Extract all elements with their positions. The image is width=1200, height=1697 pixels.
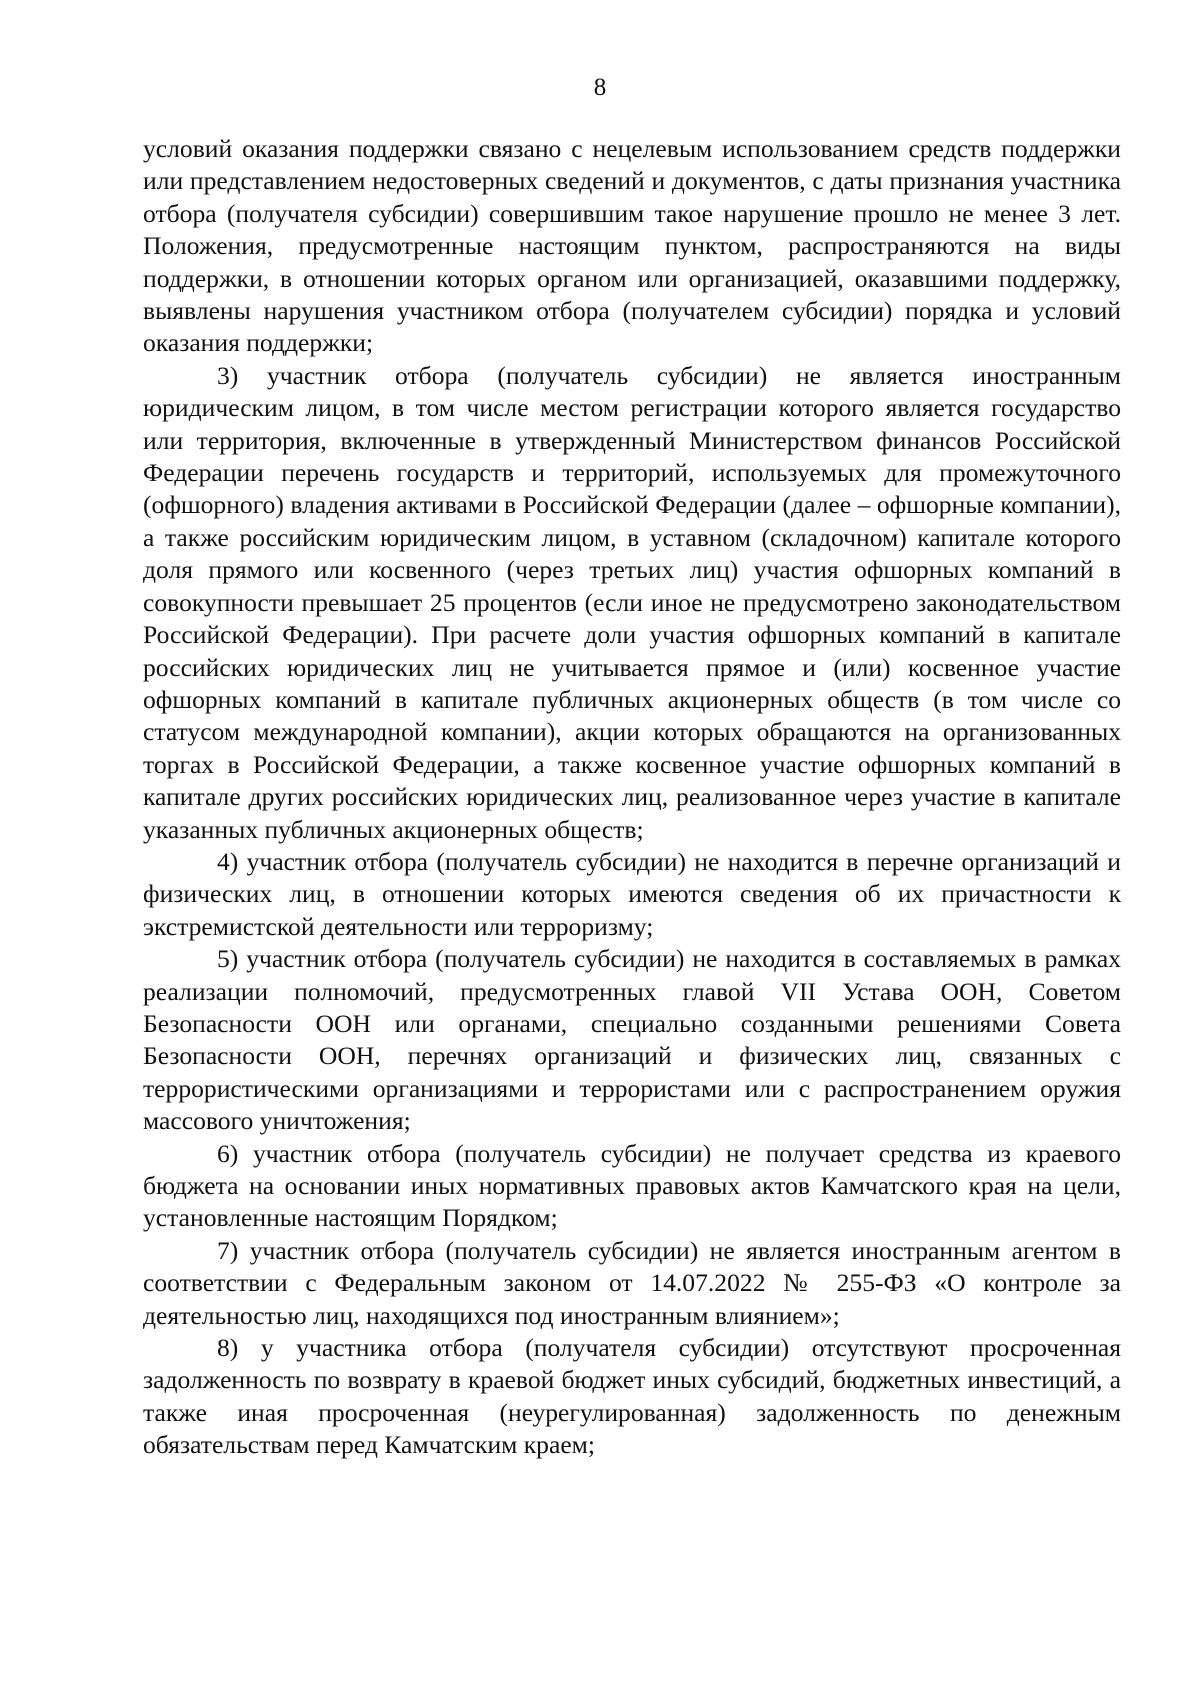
paragraph-item-5: 5) участник отбора (получатель субсидии) не находится в составляемых в рамках реализации полномочий, предусмотренных главой VII Устава ООН, Советом Безопасности ООН или органами, специально созданными решениями Совета Безопасности ООН, перечнях организаций и физических лиц, связанных с террористическими организациями и террористами или с распространением оружия массового уничтожения;: [143, 944, 1121, 1136]
paragraph-item-3: 3) участник отбора (получатель субсидии) не является иностранным юридическим лицом, в том числе местом регистрации которого является государство или территория, включенные в утвержденный Министерством финансов Российской Федерации перечень государств и территорий, используемых для промежуточного (офшорного) владения активами в Российской Федерации (далее – офшорные компании), а также российским юридическим лицом, в уставном (складочном) капитале которого доля прямого или косвенного (через третьих лиц) участия офшорных компаний в совокупности превышает 25 процентов (если иное не предусмотрено законодательством Российской Федерации). При расчете доли участия офшорных компаний в капитале российских юридических лиц не учитывается прямое и (или) косвенное участие офшорных компаний в капитале публичных акционерных обществ (в том числе со статусом международной компании), акции которых обращаются на организованных торгах в Российской Федерации, а также косвенное участие офшорных компаний в капитале других российских юридических лиц, реализованное через участие в капитале указанных публичных акционерных обществ;: [143, 360, 1121, 844]
paragraph-item-6: 6) участник отбора (получатель субсидии) не получает средства из краевого бюджета на основании иных нормативных правовых актов Камчатского края на цели, установленные настоящим Порядком;: [143, 1138, 1121, 1233]
document-body: [143, 133, 1121, 1462]
paragraph-item-8: 8) у участника отбора (получателя субсидии) отсутствуют просроченная задолженность по возврату в краевой бюджет иных субсидий, бюджетных инвестиций, а также иная просроченная (неурегулированная) задолженность по денежным обязательствам перед Камчатским краем;: [143, 1333, 1121, 1460]
page-number: 8: [593, 74, 607, 101]
paragraph-item-7: 7) участник отбора (получатель субсидии) не является иностранным агентом в соответствии с Федеральным законом от 14.07.2022 № 255-ФЗ «О контроле за деятельностью лиц, находящихся под иностранным влиянием»;: [143, 1235, 1121, 1330]
paragraph-continued: условий оказания поддержки связано с нецелевым использованием средств поддержки или представлением недостоверных сведений и документов, с даты признания участника отбора (получателя субсидии) совершившим такое нарушение прошло не менее 3 лет. Положения, предусмотренные настоящим пунктом, распространяются на виды поддержки, в отношении которых органом или организацией, оказавшими поддержку, выявлены нарушения участником отбора (получателем субсидии) порядка и условий оказания поддержки;: [143, 134, 1121, 358]
paragraph-item-4: 4) участник отбора (получатель субсидии) не находится в перечне организаций и физических лиц, в отношении которых имеются сведения об их причастности к экстремистской деятельности или терроризму;: [143, 846, 1121, 941]
